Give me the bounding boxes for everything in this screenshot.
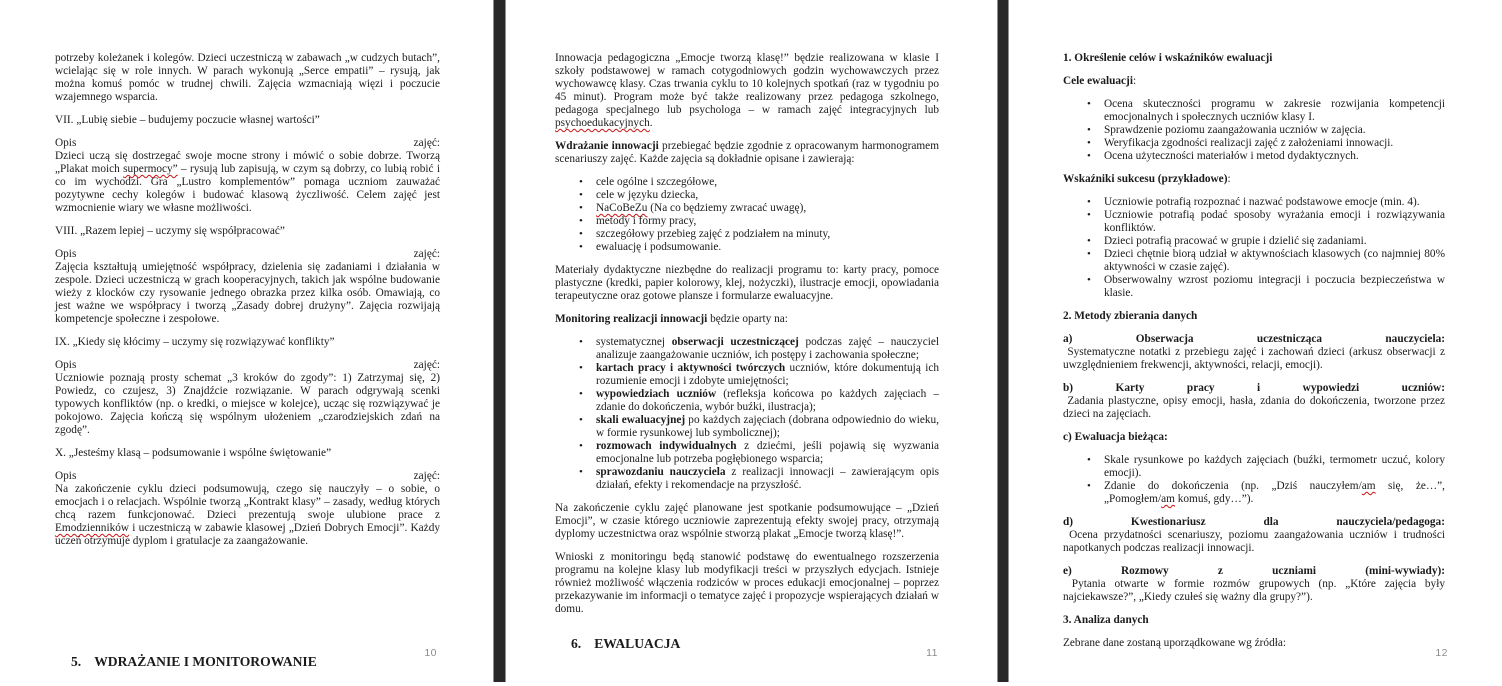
text-run: obserwacji uczestniczącej <box>671 336 799 348</box>
text-run: – rysują lub zapisują, w czym są dobrzy, co lubią robić i co im wychodzi. Gra „Lustro komplementów” pomaga uczniom zauważać pozytywne cechy kolegów i budować klasową życzliwość. Celem zajęć jest wzmocnienie wiary we własne możliwości. <box>55 163 441 214</box>
text-run: Uczniowie potrafią rozpoznać i nazwać podstawowe emocje (min. 4). <box>1104 196 1420 208</box>
paragraph <box>1063 578 1445 604</box>
paragraph <box>555 140 939 166</box>
justified-label-line <box>1063 333 1445 346</box>
misspelled-word: supermocy” <box>123 163 178 175</box>
paragraph <box>1063 637 1445 650</box>
text-run: i uczestniczą w zabawie klasowej „Dzień Dobrych Emocji”. Każdy uczeń otrzymuje dyplom i gratulacje za zaangażowanie. <box>55 522 440 547</box>
text-run: Kwestionariusz <box>1130 516 1206 528</box>
misspelled-word: am <box>1361 480 1376 492</box>
text-run: uczniów, które dokumentują ich rozumienie emocji i zdobyte umiejętności; <box>596 362 939 387</box>
text-run: się, że…”, „Pomogłem/ <box>1104 480 1446 505</box>
bullet-item <box>596 414 939 440</box>
text-run: Dzieci chętnie biorą udział w aktywnościach klasowych (co najmniej 80% aktywności w czasie zajęć). <box>1104 248 1445 273</box>
spacer <box>555 626 939 636</box>
text-run: e) <box>1063 565 1072 577</box>
text-run: Skale rysunkowe po każdych zajęciach (buźki, termometr uczuć, kolory emocji). <box>1104 454 1445 479</box>
bullet-item <box>1104 454 1445 480</box>
bullet-list <box>1063 196 1445 300</box>
paragraph <box>555 264 939 303</box>
paragraph <box>55 336 440 349</box>
text-run: (mini-wywiady): <box>1365 565 1445 577</box>
text-run: wypowiedzi <box>1302 382 1360 394</box>
text-run: Obserwowalny wzrost poziomu integracji i poczucia bezpieczeństwa w klasie. <box>1104 274 1445 299</box>
paragraph <box>55 52 440 104</box>
section-heading <box>571 636 939 652</box>
bullet-list <box>555 176 939 254</box>
text-run: metody i formy pracy, <box>596 215 697 227</box>
paragraph <box>55 372 440 437</box>
paragraph <box>55 447 440 460</box>
bullet-item <box>596 362 939 388</box>
text-run: Dzieci potrafią pracować w grupie i dzielić się zadaniami. <box>1104 235 1367 247</box>
text-run: Zebrane dane zostaną uporządkowane wg źródła: <box>1063 637 1287 649</box>
text-run: zajęć: <box>413 248 440 260</box>
text-run: z <box>1217 565 1223 577</box>
text-run: : <box>1132 75 1137 87</box>
text-run: Weryfikacja zgodności realizacji zajęć z założeniami innowacji. <box>1104 137 1394 149</box>
justified-label-line <box>1063 516 1445 529</box>
text-run: Zdanie do dokończenia (np. „Dziś nauczyłem/ <box>1104 480 1362 492</box>
paragraph <box>55 483 440 548</box>
bullet-item <box>1104 124 1445 137</box>
bullet-item <box>1104 235 1445 248</box>
text-run: Uczniowie potrafią podać sposoby wyrażania emocji i rozwiązywania konfliktów. <box>1104 209 1445 234</box>
text-run: Zajęcia kształtują umiejętność współpracy, dzielenia się zadaniami i działania w zespole. Dzieci uczestniczą w grach kooperacyjnych, takich jak wspólne budowanie wieży z klocków czy rysowanie jednego obrazka przez kilka osób. Omawiają, co jest ważne we współpracy i tworzą „Zasady dobrej drużyny”. Zajęcia rozwijają kompetencje społeczne i zespołowe. <box>55 261 440 325</box>
justified-label-line <box>1063 382 1445 395</box>
text-run: uczniów: <box>1401 382 1445 394</box>
paragraph <box>1063 614 1445 627</box>
text-run: będzie oparty na: <box>707 313 788 325</box>
text-run: 3. Analiza danych <box>1063 614 1149 626</box>
paragraph <box>555 313 939 326</box>
text-run: d) <box>1063 516 1074 528</box>
text-run: Sprawdzenie poziomu zaangażowania uczniów w zajęcia. <box>1104 124 1366 136</box>
bullet-item <box>1104 196 1445 209</box>
page-number-10: 10 <box>424 647 437 659</box>
paragraph <box>1063 52 1445 65</box>
bullet-list <box>1063 98 1445 163</box>
text-run: zajęć: <box>413 359 440 371</box>
text-run: Karty <box>1115 382 1145 394</box>
text-run: c) Ewaluacja bieżąca: <box>1063 431 1168 443</box>
justified-label-line <box>55 248 440 261</box>
bullet-list <box>555 336 939 492</box>
text-run: Ocena użyteczności materiałów i metod dydaktycznych. <box>1104 150 1359 162</box>
page-separator <box>493 0 506 682</box>
text-run: 2. Metody zbierania danych <box>1063 310 1198 322</box>
paragraph <box>1063 346 1445 372</box>
bullet-item <box>596 189 939 202</box>
justified-label-line <box>55 359 440 372</box>
text-run: Cele ewaluacji <box>1063 75 1133 87</box>
text-run: potrzeby koleżanek i kolegów. Dzieci uczestniczą w zabawach „w cudzych butach”, wcielając się w role innych. W parach wykonują „Serce empatii” – rysują, jak można komuś pomóc w trudnej chwili. Zajęcia wzmacniają więzi i poczucie wzajemnego wsparcia. <box>55 52 440 103</box>
paragraph <box>55 114 440 127</box>
text-run: Opis <box>55 470 77 482</box>
justified-label-line <box>55 470 440 483</box>
text-run: kartach pracy i aktywności twórczych <box>596 362 786 374</box>
text-run: (Na co będziemy zwracać uwagę), <box>647 202 807 214</box>
text-run: Wnioski z monitoringu będą stanowić podstawę do ewentualnego rozszerzenia programu na kolejne klasy lub modyfikacji treści w przyszłych edycjach. Istnieje również możliwość włączenia rodziców w proces edukacji emocjonalnej – poprzez przekazywanie im informacji o tematyce zajęć i propozycje wspierających działań w domu. <box>555 551 939 615</box>
section-number: 6. <box>571 636 582 651</box>
paragraph <box>55 261 440 326</box>
text-run: b) <box>1063 382 1074 394</box>
text-run: (refleksja końcowa po każdych zajęciach – zdanie do dokończenia, wybór buźki, ilustracja); <box>596 388 940 413</box>
text-run: : <box>1227 173 1231 185</box>
bullet-item <box>596 336 939 362</box>
text-run: skali ewaluacyjnej <box>596 414 686 426</box>
text-run: z dziećmi, jeśli pojawią się wyzwania emocjonalne lub potrzeba pogłębionego wsparcia; <box>596 440 939 465</box>
text-run: Rozmowy <box>1121 565 1169 577</box>
section-heading <box>71 654 440 670</box>
bullet-item <box>596 228 939 241</box>
paragraph <box>1063 529 1445 555</box>
bullet-item <box>596 176 939 189</box>
text-run: Opis <box>55 248 77 260</box>
spacer <box>55 558 440 654</box>
text-run: ewaluację i podsumowanie. <box>596 241 722 253</box>
text-run: podczas zajęć – nauczyciel analizuje zaangażowanie uczniów, ich postępy i zachowania społeczne; <box>596 336 939 361</box>
bullet-item <box>596 202 939 215</box>
text-run: z realizacji innowacji – zawierającym opis działań, efekty i rekomendacje na przyszłość. <box>596 466 939 491</box>
bullet-item <box>1104 248 1445 274</box>
page-11 <box>506 0 997 686</box>
text-run: Wdrażanie innowacji <box>555 140 659 152</box>
paragraph <box>1063 395 1445 421</box>
text-run: Zadania plastyczne, opisy emocji, hasła, zdania do dokończenia, tworzone przez dzieci na zajęciach. <box>1063 395 1445 420</box>
text-run: Opis <box>55 359 77 371</box>
justified-label-line <box>55 137 440 150</box>
text-run: Ocena skuteczności programu w zakresie rozwijania kompetencji emocjonalnych i społecznych uczniów klasy I. <box>1104 98 1445 123</box>
text-run: zajęć: <box>413 137 440 149</box>
bullet-item <box>596 215 939 228</box>
page-12 <box>1009 0 1502 686</box>
page-number-11: 11 <box>926 647 938 659</box>
text-run: Wskaźniki sukcesu (przykładowe) <box>1063 173 1228 185</box>
paragraph <box>1063 75 1445 88</box>
text-run: Materiały dydaktyczne niezbędne do realizacji programu to: karty pracy, pomoce plastyczne (kredki, papier kolorowy, klej, nożyczki), ilustracje emocji, opowiadania terapeutyczne oraz gotowe plansze i formularze ewaluacyjne. <box>555 264 939 302</box>
text-run: wypowiedziach uczniów <box>596 388 717 400</box>
bullet-item <box>596 241 939 254</box>
misspelled-word: Emodzienników <box>55 522 130 534</box>
misspelled-word: psychoedukacyjnych <box>555 117 650 129</box>
text-run: Na zakończenie cyklu zajęć planowane jest spotkanie podsumowujące – „Dzień Emocji”, w czasie którego uczniowie zaprezentują efekty swojej pracy, otrzymają dyplomy uczestnictwa oraz wspólnie stworzą plakat „Emocje tworzą klasę!”. <box>555 502 939 540</box>
paragraph <box>55 150 440 215</box>
text-run: Innowacja pedagogiczna „Emocje tworzą klasę!” będzie realizowana w klasie I szkoły podstawowej w ramach cotygodniowych godzin wychowawczych przez wychowawcę klasy. Czas trwania cyklu to 10 kolejnych spotkań (raz w tygodniu po 45 minut). Program może być także realizowany przez pedagoga szkolnego, pedagoga specjalnego lub psychologa – w ramach zajęć integracyjnych lub <box>555 52 939 116</box>
text-run: szczegółowy przebieg zajęć z podziałem na minuty, <box>596 228 831 240</box>
paragraph <box>555 502 939 541</box>
text-run: nauczyciela/pedagoga: <box>1336 516 1445 528</box>
text-run: rozmowach indywidualnych <box>596 440 737 452</box>
text-run: nauczyciela: <box>1385 333 1445 345</box>
text-run: sprawozdaniu nauczyciela <box>596 466 726 478</box>
text-run: zajęć: <box>413 470 440 482</box>
bullet-item <box>1104 209 1445 235</box>
text-run: komuś, gdy…”). <box>1174 493 1254 505</box>
text-run: Pytania otwarte w formie rozmów grupowych (np. „Które zajęcia były najciekawsze?”, „Kiedy czułeś się ważny dla grupy?”). <box>1063 578 1445 603</box>
bullet-item <box>1104 480 1445 506</box>
text-run: IX. „Kiedy się kłócimy – uczymy się rozwiązywać konflikty” <box>55 336 335 348</box>
bullet-item <box>1104 274 1445 300</box>
paragraph <box>555 52 939 130</box>
text-run: Uczniowie poznają prosty schemat „3 kroków do zgody”: 1) Zatrzymaj się, 2) Powiedz, co czujesz, 3) Znajdźcie rozwiązanie. W parach odgrywają scenki typowych konfliktów (np. o kredki, o miejsce w kolejce), ucząc się rozwiązywać je pokojowo. Zajęcia kończą się wspólnym ułożeniem „czarodziejskich zdań na zgodę”. <box>55 372 440 436</box>
text-run: Monitoring realizacji innowacji <box>555 313 708 325</box>
text-run: uczniami <box>1272 565 1317 577</box>
paragraph <box>555 551 939 616</box>
paragraph <box>1063 431 1445 444</box>
text-run: Dzieci uczą się dostrzegać swoje mocne strony i mówić o sobie dobrze. Tworzą „Plakat moich <box>55 150 440 175</box>
text-run: i <box>1257 382 1261 394</box>
text-run: systematycznej <box>596 336 672 348</box>
paragraph <box>1063 310 1445 323</box>
section-number: 5. <box>71 654 82 669</box>
page-10-content <box>0 0 493 670</box>
text-run: pracy <box>1186 382 1215 394</box>
bullet-item <box>596 388 939 414</box>
text-run: dla <box>1263 516 1279 528</box>
text-run: uczestnicząca <box>1256 333 1323 345</box>
text-run: Na zakończenie cyklu dzieci podsumowują, czego się nauczyły – o sobie, o emocjach i o relacjach. Wspólnie tworzą „Kontrakt klasy” – zasady, według których chcą razem funkcjonować. Dzieci prezentują swoje ulubione prace z <box>55 483 440 521</box>
bullet-item <box>596 466 939 492</box>
text-run: Systematyczne notatki z przebiegu zajęć i zachowań dzieci (arkusz obserwacji z uwzględnieniem frekwencji, aktywności, relacji, emocji). <box>1063 346 1445 371</box>
bullet-list <box>1063 454 1445 506</box>
misspelled-word: NaCoBeZu <box>596 202 648 214</box>
text-run: X. „Jesteśmy klasą – podsumowanie i wspólne świętowanie” <box>55 447 332 459</box>
page-number-12: 12 <box>1435 647 1448 659</box>
text-run: Opis <box>55 137 77 149</box>
section-title: EWALUACJA <box>594 636 681 651</box>
text-run: przebiegać będzie zgodnie z opracowanym harmonogramem scenariuszy zajęć. Każde zajęcia są dokładnie opisane i zawierają: <box>555 140 939 165</box>
page-separator <box>997 0 1009 682</box>
text-run: VII. „Lubię siebie – budujemy poczucie własnej wartości” <box>55 114 320 126</box>
text-run: 1. Określenie celów i wskaźników ewaluacji <box>1063 52 1273 64</box>
page-10 <box>0 0 493 686</box>
bullet-item <box>1104 98 1445 124</box>
page-12-content <box>1009 0 1502 650</box>
misspelled-word: am <box>1161 493 1175 505</box>
text-run: VIII. „Razem lepiej – uczymy się współpracować” <box>55 225 285 237</box>
text-run: cele ogólne i szczegółowe, <box>596 176 718 188</box>
paragraph <box>1063 173 1445 186</box>
bullet-item <box>596 440 939 466</box>
justified-label-line <box>1063 565 1445 578</box>
text-run: Ocena przydatności scenariuszy, poziomu zaangażowania uczniów i trudności napotkanych podczas realizacji innowacji. <box>1063 529 1445 554</box>
page-11-content <box>506 0 997 652</box>
text-run: . <box>649 117 653 129</box>
text-run: Obserwacja <box>1135 333 1194 345</box>
paragraph <box>55 225 440 238</box>
bullet-item <box>1104 150 1445 163</box>
text-run: po każdych zajęciach (dobrana odpowiednio do wieku, w formie rysunkowej lub symbolicznej); <box>596 414 940 439</box>
text-run: a) <box>1063 333 1073 345</box>
section-title: WDRAŻANIE I MONITOROWANIE <box>94 654 317 669</box>
bullet-item <box>1104 137 1445 150</box>
text-run: cele w języku dziecka, <box>596 189 699 201</box>
